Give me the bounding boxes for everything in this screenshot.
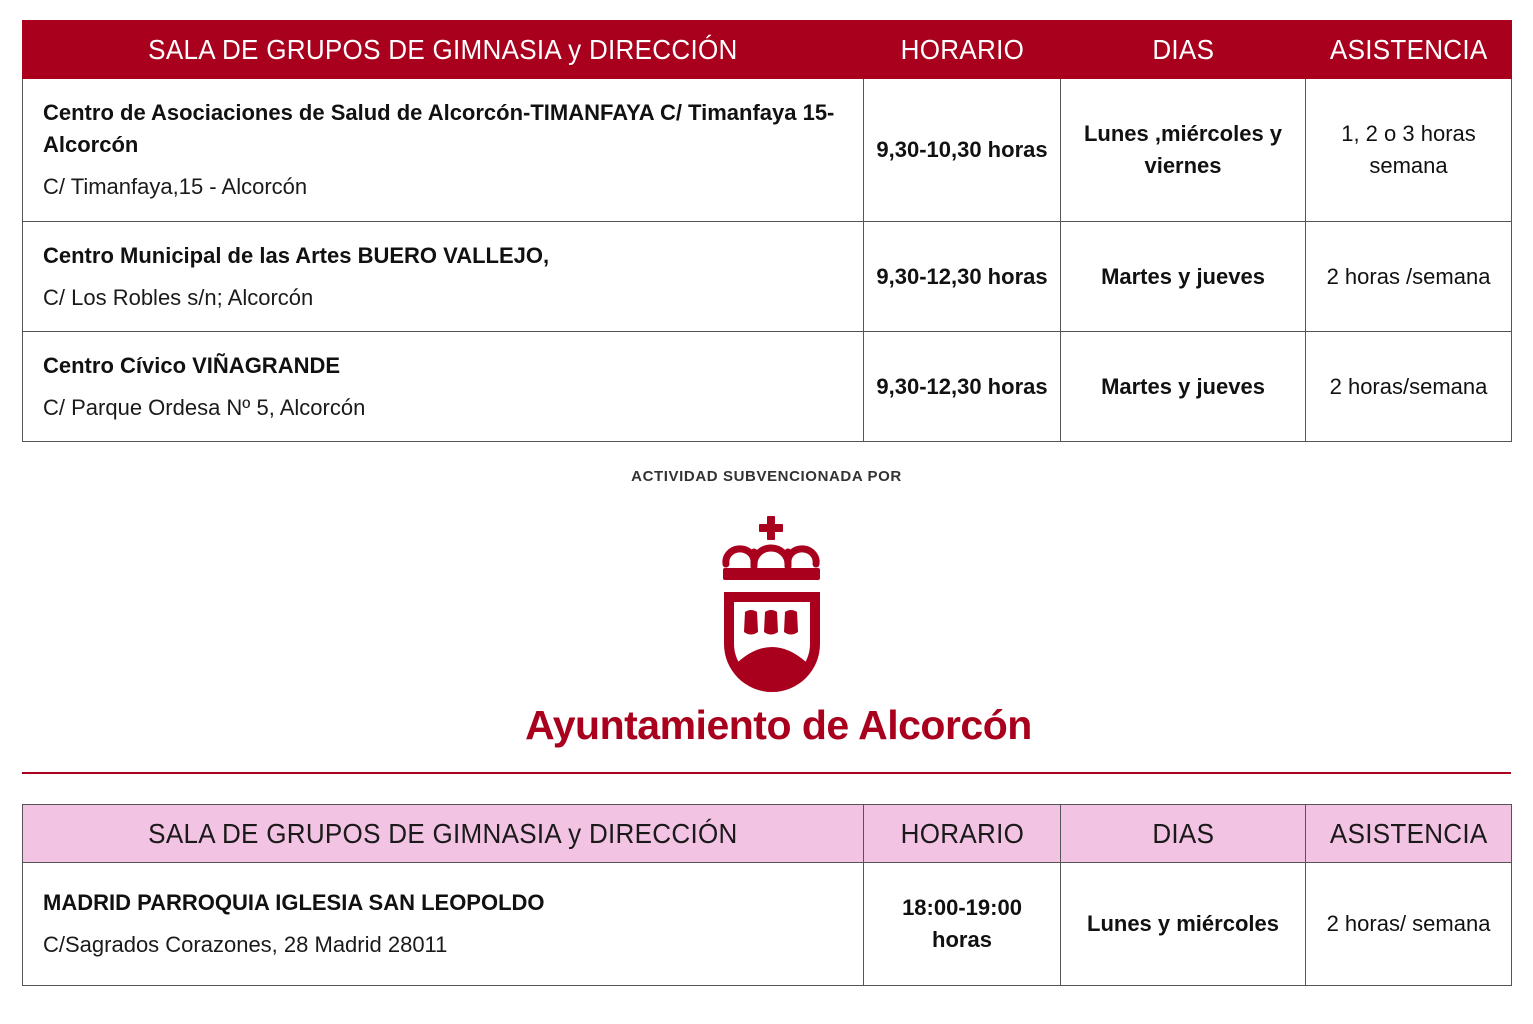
attendance-cell: 2 horas/ semana	[1306, 863, 1512, 986]
schedule-cell: 9,30-12,30 horas	[864, 222, 1061, 332]
location-cell	[23, 863, 864, 986]
location-cell	[23, 222, 864, 332]
subsidy-label: ACTIVIDAD SUBVENCIONADA POR	[631, 468, 902, 485]
location-address: C/ Parque Ordesa Nº 5, Alcorcón	[43, 394, 366, 420]
location-name: Centro Cívico VIÑAGRANDE	[43, 352, 341, 378]
location-cell	[23, 79, 864, 222]
column-header-location: SALA DE GRUPOS DE GIMNASIA y DIRECCIÓN	[23, 805, 864, 863]
location-address: C/ Timanfaya,15 - Alcorcón	[43, 174, 308, 199]
column-header-location: SALA DE GRUPOS DE GIMNASIA y DIRECCIÓN	[23, 21, 864, 79]
alcorcon-coat-of-arms-icon	[718, 514, 826, 704]
table-header-row	[23, 21, 1512, 79]
schedule-cell: 9,30-12,30 horas	[864, 332, 1061, 442]
divider-line	[22, 772, 1511, 774]
schedule-table-alcorcon	[22, 20, 1512, 442]
column-header-attendance: ASISTENCIA	[1306, 805, 1512, 863]
logo-text: Ayuntamiento de Alcorcón	[525, 702, 1032, 748]
location-cell	[23, 332, 864, 442]
location-name: Centro de Asociaciones de Salud de Alcorcón-TIMANFAYA C/ Timanfaya 15- Alcorcón	[43, 100, 835, 157]
table-header-row	[23, 805, 1512, 863]
attendance-cell: 1, 2 o 3 horas semana	[1306, 79, 1512, 222]
location-address: C/ Los Robles s/n; Alcorcón	[43, 284, 314, 310]
table-row	[23, 79, 1512, 222]
schedule-table-madrid	[22, 804, 1512, 986]
column-header-attendance: ASISTENCIA	[1306, 21, 1512, 79]
table-row	[23, 863, 1512, 986]
days-cell: Lunes y miércoles	[1061, 863, 1306, 986]
days-cell: Martes y jueves	[1061, 222, 1306, 332]
location-address: C/Sagrados Corazones, 28 Madrid 28011	[43, 932, 448, 957]
attendance-cell: 2 horas /semana	[1306, 222, 1512, 332]
column-header-days: DIAS	[1061, 805, 1306, 863]
schedule-cell: 18:00-19:00 horas	[864, 863, 1061, 986]
column-header-schedule: HORARIO	[864, 21, 1061, 79]
table-row	[23, 222, 1512, 332]
days-cell: Martes y jueves	[1061, 332, 1306, 442]
schedule-cell: 9,30-10,30 horas	[864, 79, 1061, 222]
location-name: Centro Municipal de las Artes BUERO VALLEJO,	[43, 242, 550, 268]
location-name: MADRID PARROQUIA IGLESIA SAN LEOPOLDO	[43, 890, 545, 915]
column-header-schedule: HORARIO	[864, 805, 1061, 863]
column-header-days: DIAS	[1061, 21, 1306, 79]
days-cell: Lunes ,miércoles y viernes	[1061, 79, 1306, 222]
attendance-cell: 2 horas/semana	[1306, 332, 1512, 442]
table-row	[23, 332, 1512, 442]
